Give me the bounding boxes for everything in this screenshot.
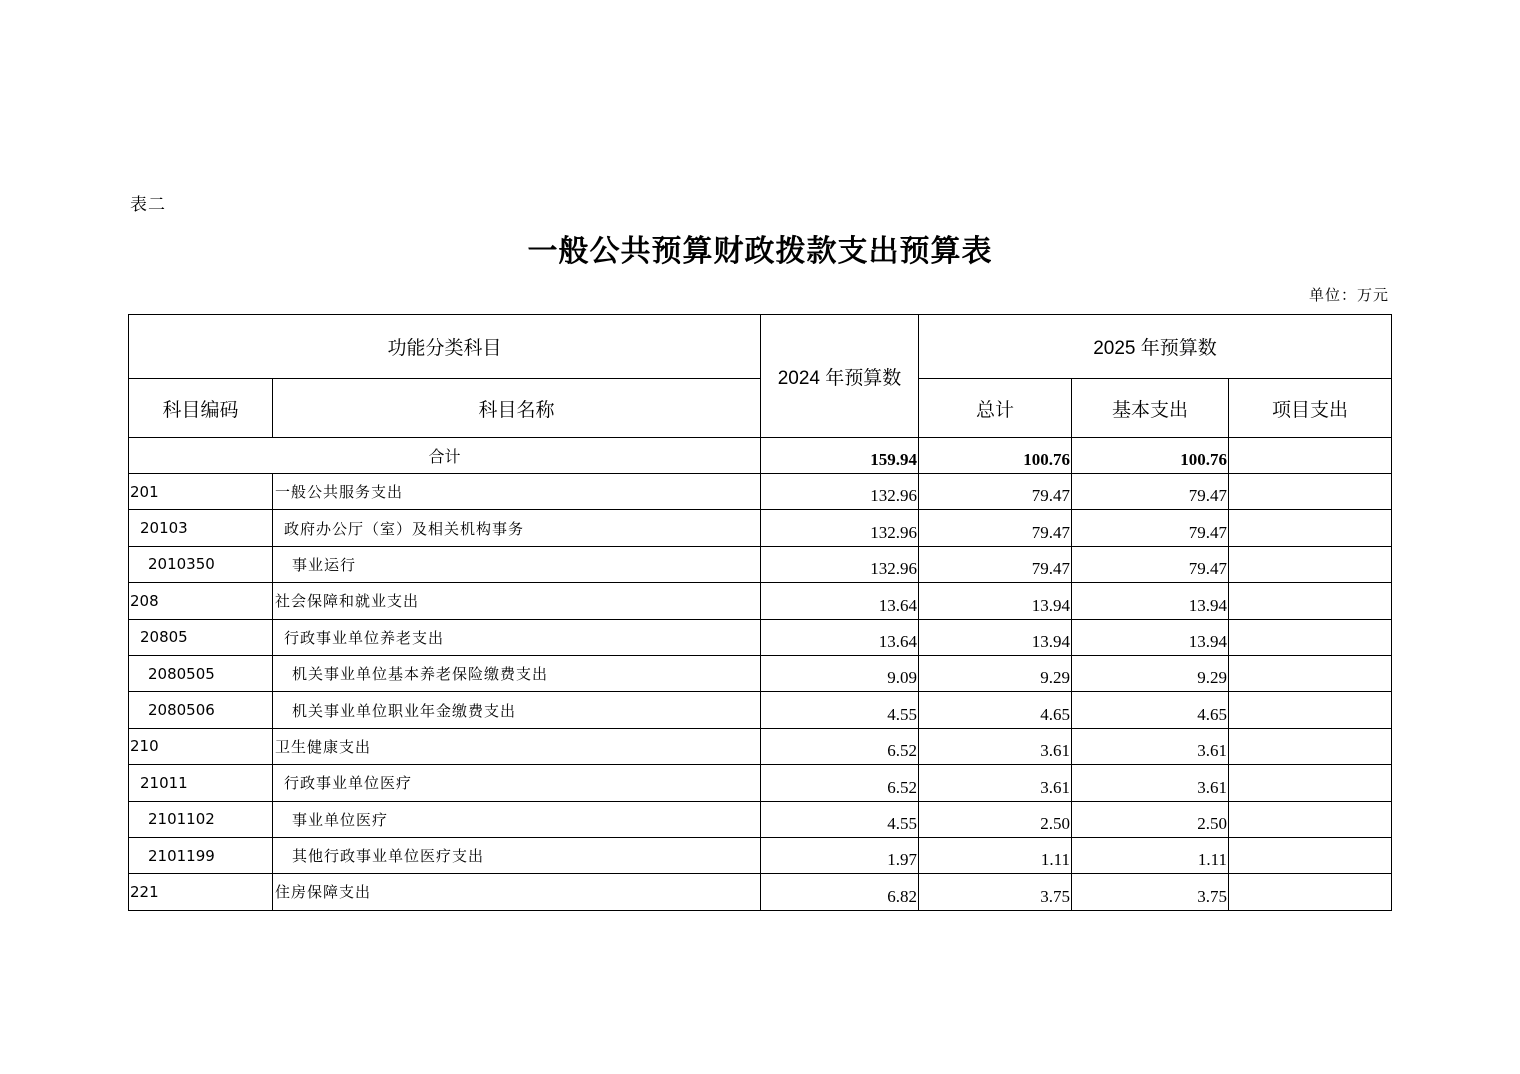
row-code: 2080505 <box>129 655 273 691</box>
header-total: 总计 <box>919 379 1072 438</box>
row-name: 一般公共服务支出 <box>273 474 761 510</box>
total-total: 100.76 <box>919 438 1072 474</box>
row-budget-2024: 132.96 <box>761 510 919 546</box>
header-budget-2025: 2025 年预算数 <box>919 315 1392 379</box>
row-code: 2101199 <box>129 837 273 873</box>
row-basic: 79.47 <box>1072 546 1229 582</box>
row-project <box>1229 692 1392 728</box>
row-code: 2101102 <box>129 801 273 837</box>
row-project <box>1229 474 1392 510</box>
row-name: 行政事业单位养老支出 <box>273 619 761 655</box>
row-total: 79.47 <box>919 546 1072 582</box>
row-basic: 79.47 <box>1072 474 1229 510</box>
row-code: 20103 <box>129 510 273 546</box>
row-basic: 3.61 <box>1072 765 1229 801</box>
row-total: 79.47 <box>919 510 1072 546</box>
row-total: 3.61 <box>919 728 1072 764</box>
header-basic: 基本支出 <box>1072 379 1229 438</box>
total-project <box>1229 438 1392 474</box>
row-basic: 13.94 <box>1072 619 1229 655</box>
row-project <box>1229 655 1392 691</box>
row-name: 政府办公厅（室）及相关机构事务 <box>273 510 761 546</box>
row-budget-2024: 6.52 <box>761 728 919 764</box>
row-name: 卫生健康支出 <box>273 728 761 764</box>
row-total: 13.94 <box>919 619 1072 655</box>
table-row <box>129 728 1392 764</box>
row-budget-2024: 13.64 <box>761 619 919 655</box>
row-project <box>1229 546 1392 582</box>
total-label: 合计 <box>129 438 761 474</box>
row-total: 3.61 <box>919 765 1072 801</box>
row-basic: 2.50 <box>1072 801 1229 837</box>
table-row <box>129 546 1392 582</box>
row-total: 13.94 <box>919 583 1072 619</box>
row-basic: 9.29 <box>1072 655 1229 691</box>
row-project <box>1229 765 1392 801</box>
table-row <box>129 583 1392 619</box>
document-title: 一般公共预算财政拨款支出预算表 <box>527 234 993 269</box>
header-row-1 <box>129 315 1392 379</box>
total-row <box>129 438 1392 474</box>
unit-label: 单位：万元 <box>1308 286 1389 304</box>
row-budget-2024: 132.96 <box>761 546 919 582</box>
row-code: 20805 <box>129 619 273 655</box>
row-project <box>1229 583 1392 619</box>
row-total: 9.29 <box>919 655 1072 691</box>
row-code: 21011 <box>129 765 273 801</box>
row-name: 机关事业单位职业年金缴费支出 <box>273 692 761 728</box>
table-row <box>129 619 1392 655</box>
row-basic: 1.11 <box>1072 837 1229 873</box>
row-basic: 79.47 <box>1072 510 1229 546</box>
row-code: 210 <box>129 728 273 764</box>
row-total: 3.75 <box>919 874 1072 910</box>
row-project <box>1229 801 1392 837</box>
header-functional-category: 功能分类科目 <box>129 315 761 379</box>
row-code: 221 <box>129 874 273 910</box>
row-budget-2024: 4.55 <box>761 692 919 728</box>
header-budget-2024: 2024 年预算数 <box>761 315 919 438</box>
row-code: 201 <box>129 474 273 510</box>
row-name: 事业运行 <box>273 546 761 582</box>
table-row <box>129 474 1392 510</box>
header-project: 项目支出 <box>1229 379 1392 438</box>
page-label: 表二 <box>130 195 166 215</box>
row-basic: 3.61 <box>1072 728 1229 764</box>
row-project <box>1229 874 1392 910</box>
row-name: 行政事业单位医疗 <box>273 765 761 801</box>
row-budget-2024: 6.82 <box>761 874 919 910</box>
row-code: 2080506 <box>129 692 273 728</box>
row-name: 住房保障支出 <box>273 874 761 910</box>
table-row <box>129 692 1392 728</box>
row-budget-2024: 4.55 <box>761 801 919 837</box>
row-project <box>1229 728 1392 764</box>
table-row <box>129 655 1392 691</box>
row-budget-2024: 1.97 <box>761 837 919 873</box>
table-row <box>129 837 1392 873</box>
row-basic: 13.94 <box>1072 583 1229 619</box>
table-row <box>129 765 1392 801</box>
row-basic: 4.65 <box>1072 692 1229 728</box>
header-row-2 <box>129 379 1392 438</box>
row-total: 2.50 <box>919 801 1072 837</box>
row-budget-2024: 13.64 <box>761 583 919 619</box>
row-name: 社会保障和就业支出 <box>273 583 761 619</box>
budget-table <box>128 314 1392 911</box>
row-code: 2010350 <box>129 546 273 582</box>
row-budget-2024: 6.52 <box>761 765 919 801</box>
row-name: 事业单位医疗 <box>273 801 761 837</box>
row-project <box>1229 619 1392 655</box>
header-code: 科目编码 <box>129 379 273 438</box>
total-budget-2024: 159.94 <box>761 438 919 474</box>
row-budget-2024: 132.96 <box>761 474 919 510</box>
table-row <box>129 801 1392 837</box>
row-total: 1.11 <box>919 837 1072 873</box>
row-total: 79.47 <box>919 474 1072 510</box>
total-basic: 100.76 <box>1072 438 1229 474</box>
row-total: 4.65 <box>919 692 1072 728</box>
table-row <box>129 874 1392 910</box>
row-code: 208 <box>129 583 273 619</box>
row-name: 机关事业单位基本养老保险缴费支出 <box>273 655 761 691</box>
row-name: 其他行政事业单位医疗支出 <box>273 837 761 873</box>
row-project <box>1229 510 1392 546</box>
table-row <box>129 510 1392 546</box>
row-basic: 3.75 <box>1072 874 1229 910</box>
header-name: 科目名称 <box>273 379 761 438</box>
row-budget-2024: 9.09 <box>761 655 919 691</box>
row-project <box>1229 837 1392 873</box>
